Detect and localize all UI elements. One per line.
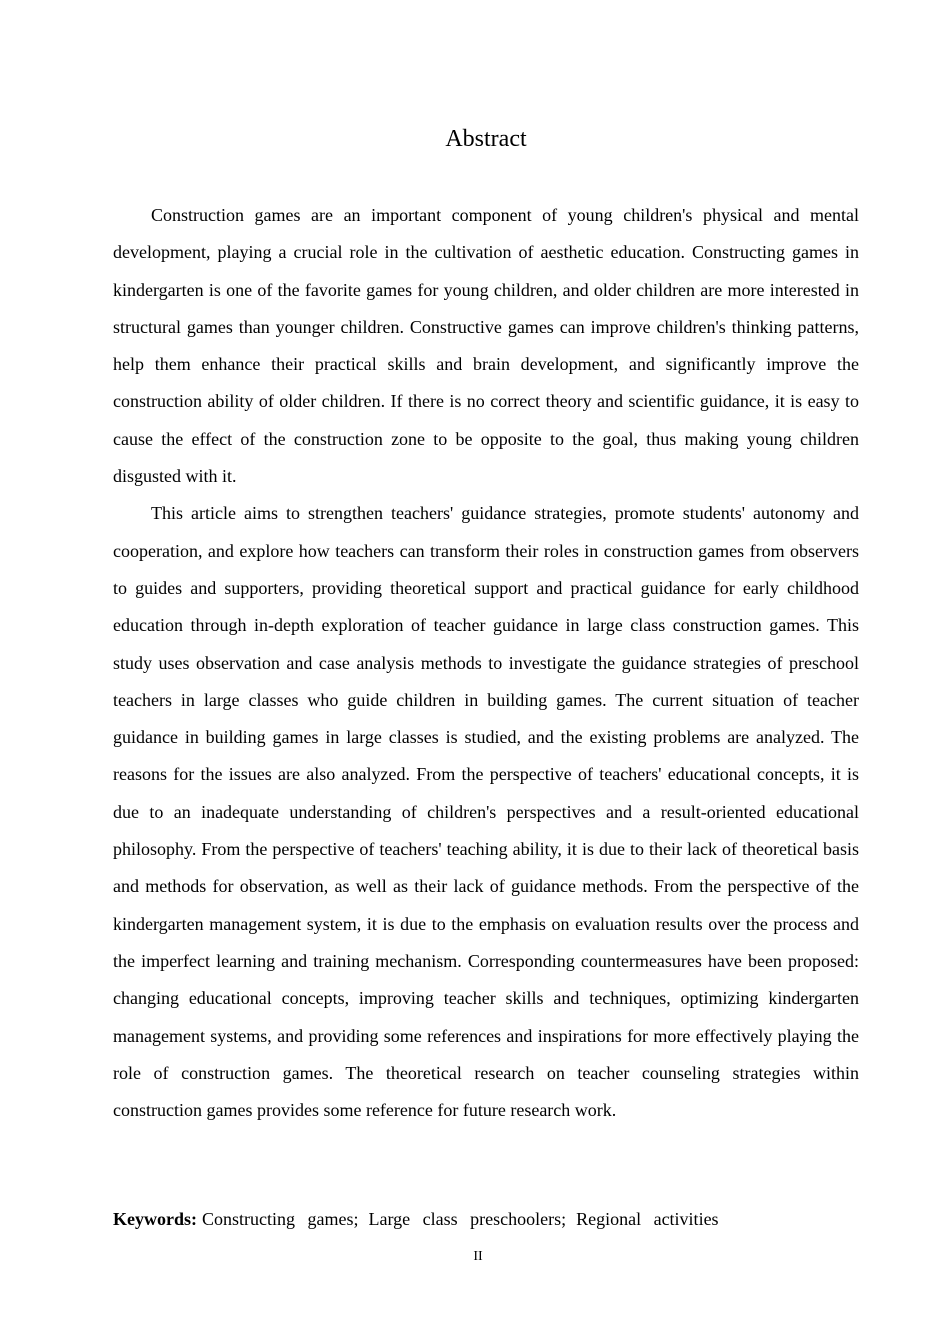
page-title: Abstract — [445, 126, 527, 152]
keywords-line — [113, 1205, 719, 1233]
page-number: II — [473, 1249, 483, 1264]
keyword-item: Regional activities — [576, 1209, 719, 1229]
abstract-body — [113, 197, 859, 1129]
keyword-item: Constructing games; — [202, 1209, 359, 1229]
abstract-paragraph-1: Construction games are an important component of young children's physical and mental development, playing a crucial role in the cultivation of aesthetic education. Constructing games in kindergarten is one of the favorite games for young children, and older children are more interested in structural games than younger children. Constructive games can improve children's thinking patterns, help them enhance their practical skills and brain development, and significantly improve the construction ability of older children. If there is no correct theory and scientific guidance, it is easy to cause the effect of the construction zone to be opposite to the goal, thus making young children disgusted with it. — [113, 205, 859, 487]
keyword-item: Large class preschoolers; — [368, 1209, 567, 1229]
abstract-paragraph-2: This article aims to strengthen teachers' guidance strategies, promote students' autonomy and cooperation, and explore how teachers can transform their roles in construction games from observers to guides and supporters, providing theoretical support and practical guidance for early childhood education through in-depth exploration of teacher guidance in large class construction games. This study uses observation and case analysis methods to investigate the guidance strategies of preschool teachers in large classes who guide children in building games. The current situation of teacher guidance in building games in large classes is studied, and the existing problems are analyzed. The reasons for the issues are also analyzed. From the perspective of teachers' educational concepts, it is due to an inadequate understanding of children's perspectives and a result-oriented educational philosophy. From the perspective of teachers' teaching ability, it is due to their lack of theoretical basis and methods for observation, as well as their lack of guidance methods. From the perspective of the kindergarten management system, it is due to the emphasis on evaluation results over the process and the imperfect learning and training mechanism. Corresponding countermeasures have been proposed: changing educational concepts, improving teacher skills and techniques, optimizing kindergarten management systems, and providing some references and inspirations for more effectively playing the role of construction games. The theoretical research on teacher counseling strategies within construction games provides some reference for future research work. — [113, 503, 859, 1121]
keywords-label: Keywords: — [113, 1209, 197, 1229]
